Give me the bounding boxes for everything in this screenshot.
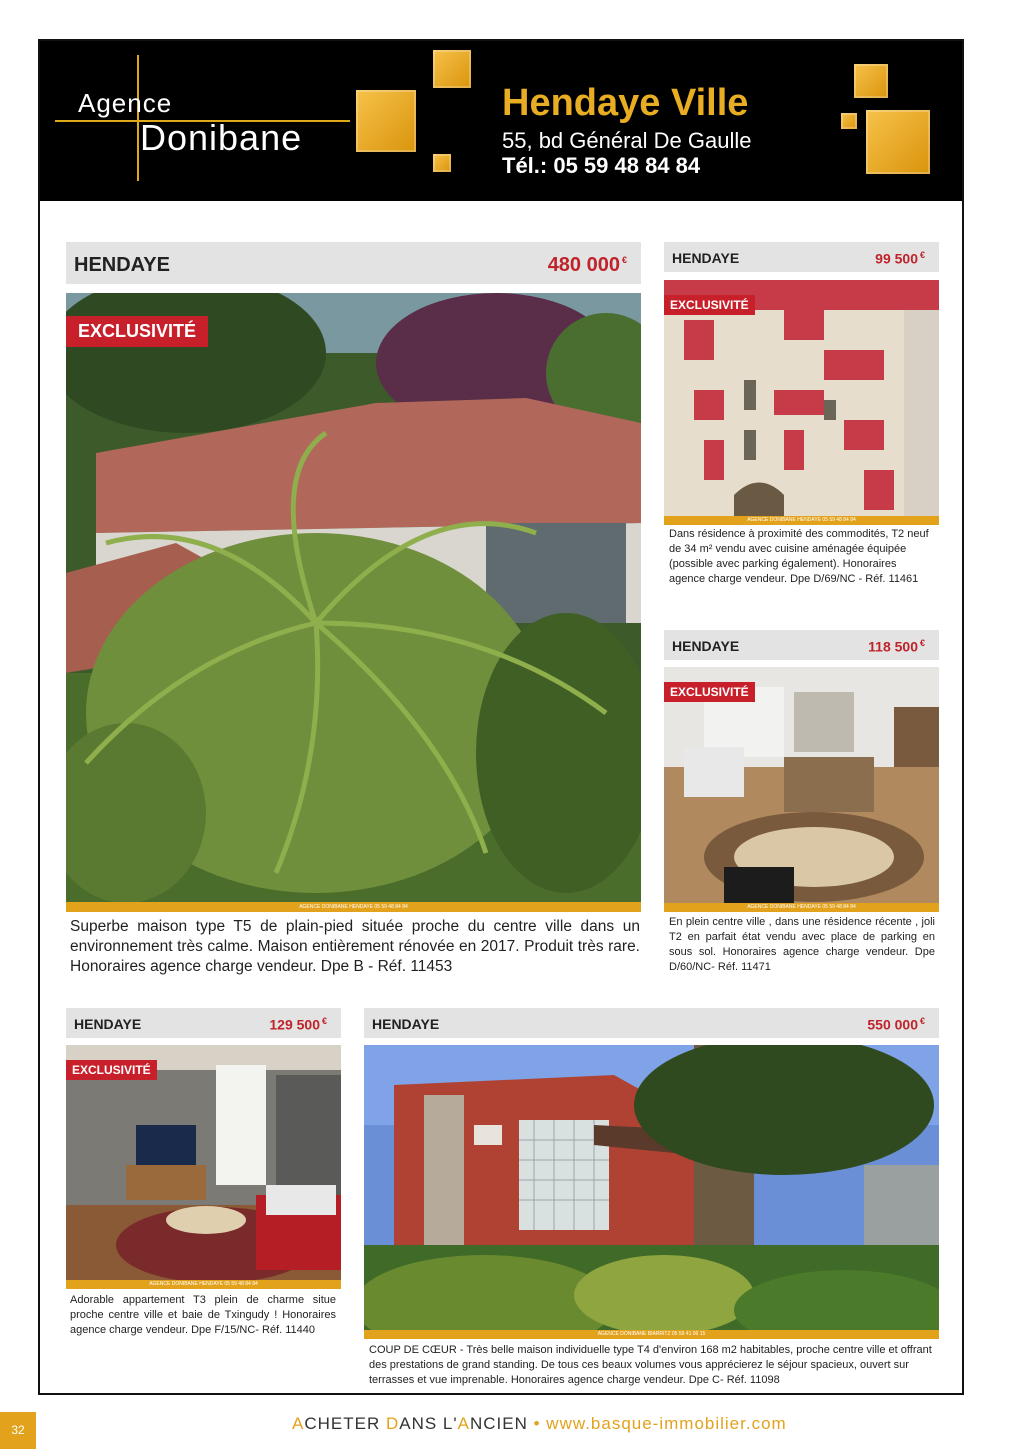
listing-description: Adorable appartement T3 plein de charme situe proche centre ville et baie de Txingudy ! Honoraires agence charge vendeur. Dpe F/15/NC- Réf. 11440	[70, 1294, 336, 1336]
website-link[interactable]: www.basque-immobilier.com	[546, 1414, 787, 1433]
agency-title: Hendaye Ville	[502, 82, 749, 124]
listing-description: Superbe maison type T5 de plain-pied située proche du centre ville dans un environnement très calme. Maison entièrement rénovée en 2017. Produit très rare. Honoraires agence charge vendeur. Dpe B - Réf. 11453	[70, 918, 640, 975]
listing-description: En plein centre ville , dans une résidence récente , joli T2 en parfait état vendu avec place de parking en sous sol. Honoraires agence charge vendeur. Dpe D/60/NC- Réf. 11471	[669, 916, 935, 973]
house-garden-image	[66, 293, 641, 912]
listing-header	[664, 242, 939, 272]
photo-credit: AGENCE DONIBANE HENDAYE 05 59 48 84 84	[66, 902, 641, 912]
listing-description: COUP DE CŒUR - Très belle maison individuelle type T4 d'environ 168 m2 habitables, proche centre ville et offrant des prestations de grand standing. De tous ces beaux volumes vous apprécierez le séjour spacieux, ouvert sur terrasses et vue imprenable. Honoraires agence charge vendeur. Dpe C- Réf. 11098	[369, 1344, 932, 1386]
exclusivity-badge: EXCLUSIVITÉ	[66, 316, 208, 347]
decorative-square	[854, 64, 888, 98]
apartment-interior-image	[66, 1045, 341, 1289]
logo-bottom-text: Donibane	[140, 117, 303, 158]
listing-city: HENDAYE	[672, 250, 740, 266]
decorative-square	[356, 90, 416, 152]
footer-tagline: ACHETER DANS L'ANCIEN • www.basque-immobilier.com	[292, 1414, 787, 1433]
listing-price: 118 500 €	[868, 638, 925, 655]
listing-header	[66, 242, 641, 284]
listing-price: 550 000 €	[867, 1016, 925, 1033]
listing-city: HENDAYE	[74, 1016, 142, 1032]
listing-photo[interactable]	[66, 293, 641, 912]
logo-top-text: Agence	[78, 88, 173, 118]
living-room-image	[664, 667, 939, 912]
exclusivity-badge: EXCLUSIVITÉ	[664, 295, 755, 315]
photo-credit: AGENCE DONIBANE HENDAYE 05 59 48 84 84	[664, 516, 939, 525]
listing-price: 129 500 €	[269, 1016, 327, 1033]
listing-header	[664, 630, 939, 660]
listing-photo[interactable]	[66, 1045, 341, 1289]
listing-city: HENDAYE	[74, 254, 170, 276]
agency-phone: Tél.: 05 59 48 84 84	[502, 153, 701, 178]
listing-description: Dans résidence à proximité des commodités, T2 neuf de 34 m² vendu avec cuisine aménagée équipée (possible avec parking également). Honoraires agence charge vendeur. Dpe D/69/NC - Réf. 11461	[669, 528, 929, 585]
decorative-square	[866, 110, 930, 174]
listing-photo[interactable]	[664, 667, 939, 912]
listing-header	[364, 1008, 939, 1038]
listing-city: HENDAYE	[372, 1016, 440, 1032]
photo-credit: AGENCE DONIBANE BIARRITZ 05 59 41 06 15	[364, 1330, 939, 1339]
photo-credit: AGENCE DONIBANE HENDAYE 05 59 48 84 84	[66, 1280, 341, 1289]
page-number: 32	[0, 1412, 36, 1449]
agency-address: 55, bd Général De Gaulle	[502, 128, 752, 153]
listing-price: 480 000 €	[547, 254, 627, 276]
listing-header	[66, 1008, 341, 1038]
photo-credit: AGENCE DONIBANE HENDAYE 05 59 48 84 84	[664, 903, 939, 912]
listing-photo[interactable]	[664, 280, 939, 525]
decorative-square	[433, 154, 451, 172]
decorative-square	[841, 113, 857, 129]
exclusivity-badge: EXCLUSIVITÉ	[664, 682, 755, 702]
building-facade-image	[664, 280, 939, 525]
decorative-square	[433, 50, 471, 88]
listing-city: HENDAYE	[672, 638, 740, 654]
house-exterior-image	[364, 1045, 939, 1339]
listing-price: 99 500 €	[875, 250, 925, 267]
listing-photo[interactable]	[364, 1045, 939, 1339]
exclusivity-badge: EXCLUSIVITÉ	[66, 1060, 157, 1080]
